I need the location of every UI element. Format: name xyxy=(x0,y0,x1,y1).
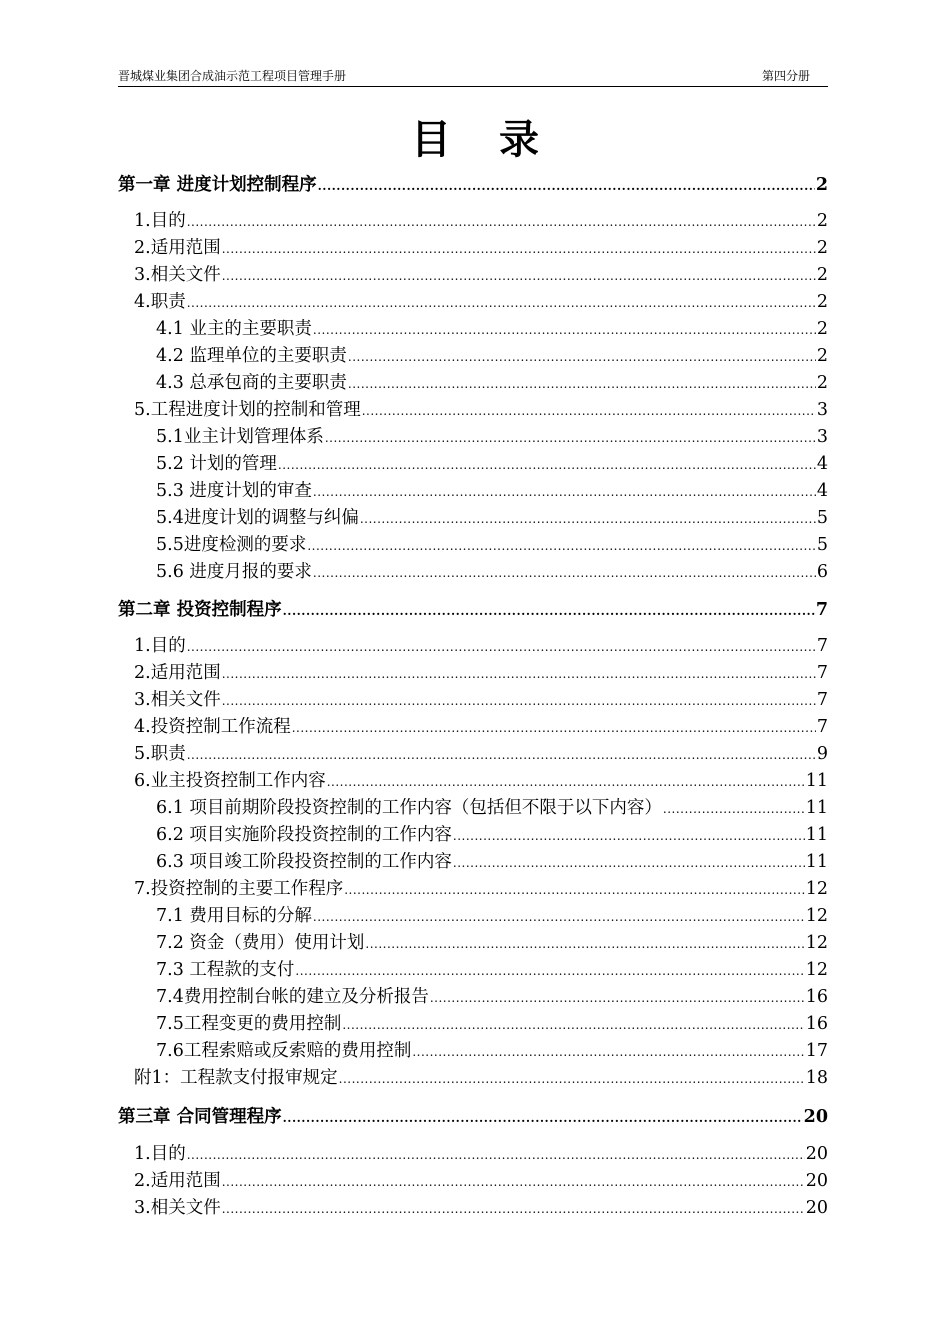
header-volume-label: 第四分册 xyxy=(761,69,810,83)
toc-leader-dots xyxy=(313,479,816,506)
toc-entry-page: 12 xyxy=(805,960,828,980)
toc-entry[interactable] xyxy=(156,316,828,343)
toc-leader-dots xyxy=(187,742,816,769)
toc-entry-label: 7.3 工程款的支付 xyxy=(156,960,295,980)
toc-entry[interactable] xyxy=(134,633,828,660)
toc-entry-page: 3 xyxy=(816,427,828,447)
toc-leader-dots xyxy=(365,931,804,958)
toc-entry[interactable] xyxy=(156,957,828,984)
toc-entry-page: 16 xyxy=(805,1014,828,1034)
toc-entry[interactable] xyxy=(134,1168,828,1195)
toc-entry-label: 7.1 费用目标的分解 xyxy=(156,906,312,926)
toc-entry[interactable] xyxy=(134,397,828,424)
toc-entry-label: 6.1 项目前期阶段投资控制的工作内容（包括但不限于以下内容） xyxy=(156,798,662,818)
toc-entry-page: 7 xyxy=(816,663,828,683)
toc-entry[interactable] xyxy=(134,741,828,768)
page-header xyxy=(118,66,828,87)
toc-leader-dots xyxy=(412,1039,804,1066)
toc-entry-label: 附1：工程款支付报审规定 xyxy=(134,1068,338,1088)
toc-leader-dots xyxy=(339,1066,805,1093)
toc-entry[interactable] xyxy=(156,343,828,370)
toc-entry[interactable] xyxy=(156,822,828,849)
toc-entry-page: 5 xyxy=(816,535,828,555)
toc-entry-page: 2 xyxy=(816,346,828,366)
toc-entry-page: 6 xyxy=(816,562,828,582)
toc-entry-page: 2 xyxy=(815,175,828,195)
toc-entry-label: 第二章 投资控制程序 xyxy=(118,600,282,620)
toc-entry[interactable] xyxy=(156,849,828,876)
toc-leader-dots xyxy=(348,344,816,371)
toc-leader-dots xyxy=(283,598,815,625)
toc-entry-page: 2 xyxy=(816,238,828,258)
toc-entry-label: 3.相关文件 xyxy=(134,265,221,285)
toc-leader-dots xyxy=(292,715,816,742)
toc-entry-label: 7.5工程变更的费用控制 xyxy=(156,1014,342,1034)
toc-entry-page: 4 xyxy=(816,454,828,474)
toc-entry-page: 12 xyxy=(805,906,828,926)
toc-entry[interactable] xyxy=(134,876,828,903)
toc-entry-page: 9 xyxy=(816,744,828,764)
toc-entry-label: 4.1 业主的主要职责 xyxy=(156,319,312,339)
toc-entry-label: 5.工程进度计划的控制和管理 xyxy=(134,400,361,420)
toc-entry-label: 第三章 合同管理程序 xyxy=(118,1107,282,1127)
toc-entry-label: 7.2 资金（费用）使用计划 xyxy=(156,933,365,953)
toc-entry[interactable] xyxy=(156,795,828,822)
toc-entry[interactable] xyxy=(156,1011,828,1038)
toc-entry[interactable] xyxy=(156,505,828,532)
toc-entry-label: 5.职责 xyxy=(134,744,186,764)
toc-entry-page: 2 xyxy=(816,292,828,312)
toc-leader-dots xyxy=(313,560,816,587)
toc-entry[interactable] xyxy=(134,660,828,687)
toc-entry-page: 20 xyxy=(805,1171,828,1191)
toc-leader-dots xyxy=(187,634,816,661)
toc-entry-label: 5.2 计划的管理 xyxy=(156,454,277,474)
toc-entry[interactable] xyxy=(134,714,828,741)
toc-entry-label: 5.5进度检测的要求 xyxy=(156,535,307,555)
toc-leader-dots xyxy=(222,1196,805,1223)
toc-entry[interactable] xyxy=(156,559,828,586)
toc-entry-label: 1.目的 xyxy=(134,636,186,656)
toc-leader-dots xyxy=(342,1012,804,1039)
toc-entry-label: 1.目的 xyxy=(134,1144,186,1164)
toc-leader-dots xyxy=(187,209,816,236)
toc-entry[interactable] xyxy=(156,984,828,1011)
toc-entry-page: 20 xyxy=(805,1144,828,1164)
toc-entry-label: 7.4费用控制台帐的建立及分析报告 xyxy=(156,987,429,1007)
toc-entry-label: 第一章 进度计划控制程序 xyxy=(118,175,317,195)
toc-entry-label: 2.适用范围 xyxy=(134,238,221,258)
toc-entry[interactable] xyxy=(134,289,828,316)
toc-leader-dots xyxy=(313,317,816,344)
toc-entry-page: 16 xyxy=(805,987,828,1007)
toc-leader-dots xyxy=(362,398,816,425)
toc-entry-page: 5 xyxy=(816,508,828,528)
toc-entry-chapter-2[interactable] xyxy=(118,597,828,624)
toc-entry[interactable] xyxy=(156,424,828,451)
toc-entry-page: 11 xyxy=(805,852,828,872)
toc-leader-dots xyxy=(327,769,805,796)
toc-entry-page: 3 xyxy=(816,400,828,420)
toc-entry-label: 7.6工程索赔或反索赔的费用控制 xyxy=(156,1041,412,1061)
toc-entry-page: 2 xyxy=(816,265,828,285)
toc-entry-label: 3.相关文件 xyxy=(134,690,221,710)
toc-entry-page: 4 xyxy=(816,481,828,501)
toc-entry-page: 20 xyxy=(805,1198,828,1218)
toc-leader-dots xyxy=(222,688,816,715)
toc-leader-dots xyxy=(283,1105,803,1132)
toc-leader-dots xyxy=(278,452,816,479)
toc-entry-label: 5.4进度计划的调整与纠偏 xyxy=(156,508,359,528)
toc-entry[interactable] xyxy=(156,903,828,930)
toc-leader-dots xyxy=(360,506,816,533)
toc-leader-dots xyxy=(344,877,805,904)
toc-leader-dots xyxy=(453,850,805,877)
toc-leader-dots xyxy=(313,904,805,931)
toc-entry[interactable] xyxy=(134,768,828,795)
toc-leader-dots xyxy=(663,796,805,823)
toc-entry-page: 11 xyxy=(805,771,828,791)
toc-entry-chapter-3[interactable] xyxy=(118,1104,828,1131)
toc-leader-dots xyxy=(307,533,816,560)
toc-entry-page: 2 xyxy=(816,373,828,393)
toc-entry-label: 4.2 监理单位的主要职责 xyxy=(156,346,347,366)
toc-entry-label: 5.6 进度月报的要求 xyxy=(156,562,312,582)
toc-entry-page: 2 xyxy=(816,319,828,339)
toc-leader-dots xyxy=(430,985,805,1012)
toc-entry-label: 4.投资控制工作流程 xyxy=(134,717,291,737)
toc-entry-label: 7.投资控制的主要工作程序 xyxy=(134,879,344,899)
toc-entry-page: 18 xyxy=(805,1068,828,1088)
toc-entry-page: 7 xyxy=(816,717,828,737)
toc-entry-page: 12 xyxy=(805,879,828,899)
toc-entry[interactable] xyxy=(134,1195,828,1222)
toc-entry-page: 12 xyxy=(805,933,828,953)
toc-entry-label: 4.职责 xyxy=(134,292,186,312)
toc-entry-label: 3.相关文件 xyxy=(134,1198,221,1218)
toc-leader-dots xyxy=(222,1169,805,1196)
toc-leader-dots xyxy=(325,425,816,452)
toc-entry[interactable] xyxy=(134,262,828,289)
toc-entry[interactable] xyxy=(134,1141,828,1168)
toc-entry[interactable] xyxy=(134,1065,828,1092)
toc-entry-chapter-1[interactable] xyxy=(118,172,828,199)
toc-title: 目录 xyxy=(411,116,587,163)
toc-entry-label: 2.适用范围 xyxy=(134,663,221,683)
toc-entry-page: 11 xyxy=(805,825,828,845)
toc-entry-page: 2 xyxy=(816,211,828,231)
toc-entry[interactable] xyxy=(134,235,828,262)
toc-entry-page: 20 xyxy=(803,1107,828,1127)
toc-entry[interactable] xyxy=(156,532,828,559)
toc-entry-page: 11 xyxy=(805,798,828,818)
toc-leader-dots xyxy=(187,290,816,317)
toc-leader-dots xyxy=(318,173,815,200)
toc-entry[interactable] xyxy=(134,208,828,235)
toc-entry-label: 2.适用范围 xyxy=(134,1171,221,1191)
toc-entry[interactable] xyxy=(156,1038,828,1065)
toc-entry-label: 5.3 进度计划的审查 xyxy=(156,481,312,501)
toc-leader-dots xyxy=(222,236,816,263)
toc-entry[interactable] xyxy=(156,930,828,957)
toc-entry-page: 7 xyxy=(816,690,828,710)
toc-entry[interactable] xyxy=(156,451,828,478)
toc-entry-page: 7 xyxy=(816,636,828,656)
toc-entry[interactable] xyxy=(156,478,828,505)
toc-entry-label: 6.3 项目竣工阶段投资控制的工作内容 xyxy=(156,852,452,872)
toc-entry-label: 1.目的 xyxy=(134,211,186,231)
toc-entry-page: 17 xyxy=(805,1041,828,1061)
toc-leader-dots xyxy=(453,823,805,850)
toc-entry-label: 6.业主投资控制工作内容 xyxy=(134,771,326,791)
toc-leader-dots xyxy=(348,371,816,398)
toc-leader-dots xyxy=(222,661,816,688)
toc-entry-label: 4.3 总承包商的主要职责 xyxy=(156,373,347,393)
toc-leader-dots xyxy=(295,958,804,985)
toc-entry-label: 5.1业主计划管理体系 xyxy=(156,427,324,447)
toc-entry[interactable] xyxy=(156,370,828,397)
toc-entry-label: 6.2 项目实施阶段投资控制的工作内容 xyxy=(156,825,452,845)
header-document-title: 晋城煤业集团合成油示范工程项目管理手册 xyxy=(118,69,347,83)
toc-leader-dots xyxy=(222,263,816,290)
toc-leader-dots xyxy=(187,1142,805,1169)
toc-entry-page: 7 xyxy=(815,600,828,620)
toc-entry[interactable] xyxy=(134,687,828,714)
